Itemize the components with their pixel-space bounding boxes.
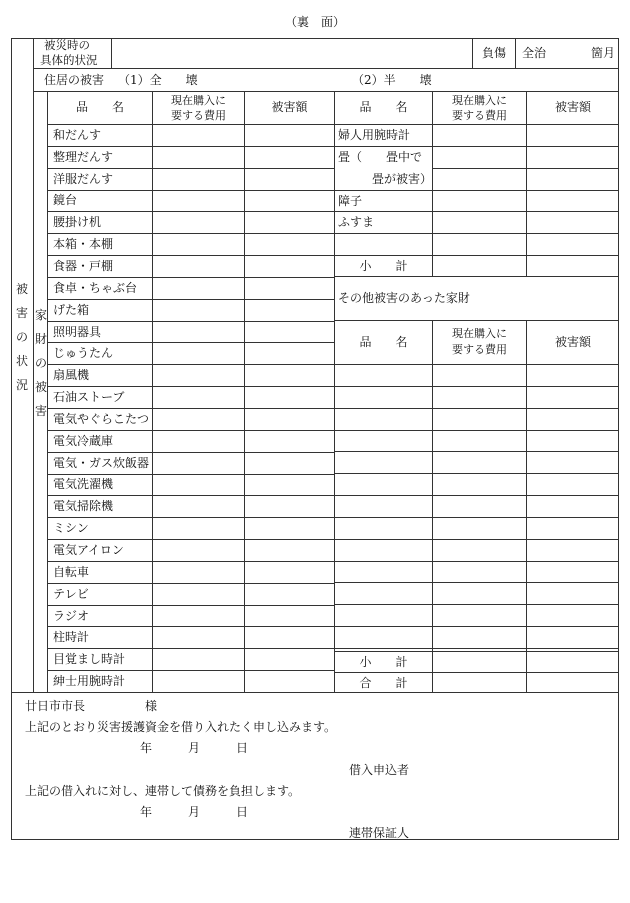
left-item-cost-cell[interactable] (153, 234, 244, 254)
left-item-damage-cell[interactable] (245, 322, 334, 342)
left-item-label: 紳士用腕時計 (53, 674, 126, 688)
other-item-row[interactable] (335, 431, 619, 451)
guarantor-label: 連帯保証人 (349, 826, 410, 840)
other-header-cost-1: 現在購入に (452, 327, 507, 340)
left-item-damage-cell[interactable] (245, 169, 334, 189)
left-item-label: 扇風機 (53, 368, 90, 382)
left-header-damage: 被害額 (271, 100, 308, 114)
left-item-cost-cell[interactable] (153, 300, 244, 320)
right-subtotal-label: 小 計 (359, 259, 408, 273)
left-item-label: 電気掃除機 (53, 499, 114, 513)
left-item-cost-cell[interactable] (153, 409, 244, 429)
left-item-damage-cell[interactable] (245, 431, 334, 451)
left-header-name: 品 名 (75, 100, 124, 114)
left-item-damage-cell[interactable] (245, 649, 334, 669)
other-item-row[interactable] (335, 605, 619, 625)
left-header-cost-1: 現在購入に (171, 94, 226, 107)
left-item-cost-cell[interactable] (153, 322, 244, 342)
right-header-damage: 被害額 (554, 100, 591, 114)
application-text: 上記のとおり災害援護資金を借り入れたく申し込みます。 (25, 720, 337, 734)
right-header-cost-2: 要する費用 (452, 109, 507, 122)
left-item-label: げた箱 (53, 303, 90, 317)
left-item-cost-cell[interactable] (153, 278, 244, 298)
left-item-cost-cell[interactable] (153, 649, 244, 669)
left-item-label: 自転車 (53, 565, 90, 579)
left-item-cost-cell[interactable] (153, 169, 244, 189)
left-item-cost-cell[interactable] (153, 431, 244, 451)
housing-label: 住居の被害 (44, 73, 105, 87)
left-item-label: 腰掛け机 (53, 215, 102, 229)
other-header-name: 品 名 (359, 335, 408, 349)
left-item-cost-cell[interactable] (153, 365, 244, 385)
left-item-label: 目覚まし時計 (53, 652, 126, 666)
left-item-damage-cell[interactable] (245, 300, 334, 320)
left-item-damage-cell[interactable] (245, 365, 334, 385)
left-item-damage-cell[interactable] (245, 627, 334, 647)
left-item-label: 食卓・ちゃぶ台 (53, 281, 138, 295)
left-item-damage-cell[interactable] (245, 125, 334, 145)
left-item-damage-cell[interactable] (245, 234, 334, 254)
left-item-cost-cell[interactable] (153, 212, 244, 232)
left-item-damage-cell[interactable] (245, 496, 334, 516)
left-item-damage-cell[interactable] (245, 147, 334, 167)
right-item-fusuma: ふすま (338, 215, 375, 229)
months-label: 箇月 (591, 46, 616, 60)
left-item-cost-cell[interactable] (153, 518, 244, 538)
left-item-cost-cell[interactable] (153, 475, 244, 495)
left-item-label: 電気冷蔵庫 (53, 434, 114, 448)
other-item-row[interactable] (335, 518, 619, 538)
left-item-label: 電気・ガス炊飯器 (53, 456, 150, 470)
left-item-label: 食器・戸棚 (53, 259, 114, 273)
applicant-label: 借入申込者 (349, 763, 410, 777)
left-item-cost-cell[interactable] (153, 191, 244, 211)
page-title: （裏 面） (284, 15, 345, 29)
guarantee-date[interactable]: 年 月 日 (140, 805, 249, 819)
situation-label-1: 被災時の (44, 38, 90, 52)
other-subtotal-label: 小 計 (359, 655, 408, 669)
other-header-cost-2: 要する費用 (452, 343, 507, 356)
left-item-label: 洋服だんす (53, 172, 114, 186)
left-item-cost-cell[interactable] (153, 125, 244, 145)
left-item-cost-cell[interactable] (153, 540, 244, 560)
side-label-outer: 被 害 の 状 況 (15, 282, 28, 392)
left-item-label: 本箱・本棚 (53, 237, 114, 251)
other-item-row[interactable] (335, 365, 619, 385)
situation-label-2: 具体的状況 (40, 53, 98, 67)
side-label-inner: 家 財 の 被 害 (34, 308, 47, 418)
left-item-cost-cell[interactable] (153, 387, 244, 407)
right-item-ladies-watch: 婦人用腕時計 (338, 128, 411, 142)
left-item-damage-cell[interactable] (245, 343, 334, 363)
left-item-damage-cell[interactable] (245, 191, 334, 211)
right-header-name: 品 名 (359, 100, 408, 114)
application-date[interactable]: 年 月 日 (140, 741, 249, 755)
left-item-label: テレビ (53, 587, 89, 601)
right-item-shoji: 障子 (338, 194, 363, 208)
left-header-cost-2: 要する費用 (171, 109, 226, 122)
left-item-label: 和だんす (53, 128, 102, 142)
left-item-cost-cell[interactable] (153, 256, 244, 276)
other-item-row[interactable] (335, 562, 619, 582)
left-item-label: 整理だんす (53, 150, 114, 164)
other-item-row[interactable] (335, 627, 619, 647)
left-item-damage-cell[interactable] (245, 409, 334, 429)
left-item-damage-cell[interactable] (245, 540, 334, 560)
other-items-label: その他被害のあった家財 (338, 291, 470, 305)
right-item-tatami-1: 畳（ 畳中で (338, 150, 423, 164)
left-item-label: 電気やぐらこたつ (53, 412, 150, 426)
left-item-cost-cell[interactable] (153, 671, 244, 691)
mayor-address: 廿日市市長 様 (25, 699, 158, 713)
left-item-cost-cell[interactable] (153, 584, 244, 604)
other-item-row[interactable] (335, 409, 619, 429)
left-item-label: 鏡台 (53, 193, 78, 207)
other-item-row[interactable] (335, 496, 619, 516)
other-item-row[interactable] (335, 474, 619, 494)
option-half-collapse[interactable]: （2）半 壊 (352, 73, 432, 87)
other-item-row[interactable] (335, 387, 619, 407)
left-item-cost-cell[interactable] (153, 147, 244, 167)
left-item-damage-cell[interactable] (245, 562, 334, 582)
guarantee-text: 上記の借入れに対し、連帯して債務を負担します。 (25, 784, 301, 798)
left-item-label: 照明器具 (53, 325, 102, 339)
left-item-label: じゅうたん (53, 346, 114, 360)
left-item-label: 柱時計 (53, 630, 90, 644)
situation-field[interactable] (112, 39, 471, 67)
left-item-damage-cell[interactable] (245, 606, 334, 626)
left-item-damage-cell[interactable] (245, 212, 334, 232)
option-total-collapse[interactable]: （1）全 壊 (118, 73, 198, 87)
left-item-label: ミシン (53, 521, 89, 535)
left-item-label: 電気アイロン (53, 543, 124, 557)
left-item-damage-cell[interactable] (245, 475, 334, 495)
other-item-row[interactable] (335, 583, 619, 603)
left-item-damage-cell[interactable] (245, 584, 334, 604)
other-header-damage: 被害額 (554, 335, 591, 349)
left-item-cost-cell[interactable] (153, 453, 244, 473)
left-item-cost-cell[interactable] (153, 562, 244, 582)
right-header-cost-1: 現在購入に (452, 94, 507, 107)
other-item-row[interactable] (335, 540, 619, 560)
left-item-label: 電気洗濯機 (53, 477, 114, 491)
right-item-tatami-2: 畳が被害） (372, 172, 433, 186)
left-item-label: ラジオ (53, 609, 90, 623)
left-item-damage-cell[interactable] (245, 671, 334, 691)
left-item-label: 石油ストーブ (53, 390, 125, 404)
left-item-cost-cell[interactable] (153, 496, 244, 516)
left-item-damage-cell[interactable] (245, 518, 334, 538)
injury-label: 負傷 (482, 46, 507, 60)
left-item-cost-cell[interactable] (153, 627, 244, 647)
left-item-damage-cell[interactable] (245, 278, 334, 298)
left-item-damage-cell[interactable] (245, 387, 334, 407)
left-item-cost-cell[interactable] (153, 606, 244, 626)
left-item-damage-cell[interactable] (245, 453, 334, 473)
left-item-cost-cell[interactable] (153, 343, 244, 363)
other-item-row[interactable] (335, 452, 619, 472)
left-item-damage-cell[interactable] (245, 256, 334, 276)
recovery-label: 全治 (522, 46, 547, 60)
grand-total-label: 合 計 (359, 676, 408, 690)
